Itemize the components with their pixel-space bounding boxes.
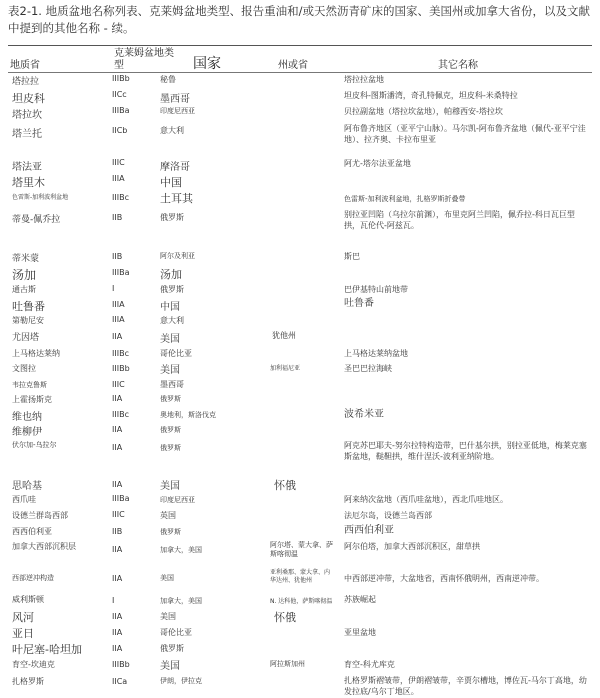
cell-country: 印度尼西亚 xyxy=(160,107,195,115)
table-row xyxy=(8,641,592,657)
table-row xyxy=(8,284,592,298)
cell-other: 色雷斯-加利波利盆地，扎格罗斯折叠带 xyxy=(344,195,466,203)
header-country: 国家 xyxy=(193,56,221,72)
cell-province: 设德兰群岛西部 xyxy=(12,511,68,520)
table-row xyxy=(8,406,592,422)
cell-other: 法厄尔岛，设德兰岛西部 xyxy=(344,511,432,520)
cell-klemme: IIIBc xyxy=(112,193,129,202)
cell-province: 色雷斯-加利波利盆地 xyxy=(12,194,69,201)
cell-country: 秘鲁 xyxy=(160,75,176,84)
cell-country: 俄罗斯 xyxy=(160,213,184,222)
cell-province: 西部逆冲构造 xyxy=(12,574,54,582)
cell-other: 西西伯利亚 xyxy=(344,525,394,536)
cell-other: 阿来纳次盆地（西爪哇盆地），西北爪哇地区。 xyxy=(344,495,508,504)
cell-state: N. 达科他，萨斯喀彻温 xyxy=(270,598,333,605)
cell-klemme: IIIC xyxy=(112,510,125,519)
cell-other: 中西部逆冲带，大盆地省，西南怀俄明州，西南逆冲带。 xyxy=(344,574,544,583)
cell-klemme: IIIA xyxy=(112,300,125,309)
cell-country: 墨西哥 xyxy=(160,94,190,105)
table-row xyxy=(8,625,592,641)
cell-klemme: IIIA xyxy=(112,315,125,324)
cell-klemme: IIIC xyxy=(112,158,125,167)
cell-country: 俄罗斯 xyxy=(160,444,181,452)
cell-klemme: IIIBa xyxy=(112,268,130,277)
cell-province: 西爪哇 xyxy=(12,495,36,504)
header-other: 其它名称 xyxy=(438,60,478,71)
cell-province: 汤加 xyxy=(12,268,37,282)
cell-province: 叶尼塞-哈坦加 xyxy=(12,643,82,656)
cell-klemme: IIIC xyxy=(112,380,125,389)
cell-other: 苏族崛起 xyxy=(344,595,376,604)
cell-country: 美国 xyxy=(160,574,174,582)
cell-country: 加拿大，美国 xyxy=(160,546,202,554)
cell-province: 塔拉拉 xyxy=(12,77,40,87)
table-row xyxy=(8,208,592,246)
table-row xyxy=(8,510,592,525)
cell-province: 上霍扬斯克 xyxy=(12,395,52,404)
cell-province: 思哈基 xyxy=(12,481,42,492)
cell-klemme: IIB xyxy=(112,213,123,222)
cell-klemme: IICc xyxy=(112,90,127,99)
cell-country: 意大利 xyxy=(160,316,184,325)
table-row xyxy=(8,315,592,329)
cell-klemme: IIA xyxy=(112,332,123,341)
cell-klemme: IIA xyxy=(112,644,123,653)
cell-country: 意大利 xyxy=(160,126,184,135)
cell-klemme: IIIBa xyxy=(112,494,130,503)
table-row xyxy=(8,189,592,207)
table-row xyxy=(8,361,592,377)
table-row xyxy=(8,330,592,346)
header-state: 州或省 xyxy=(278,60,308,71)
cell-other: 波希米亚 xyxy=(344,409,384,420)
cell-country: 奥地利，斯洛伐克 xyxy=(160,411,216,419)
cell-state: 加利福尼亚 xyxy=(270,365,301,372)
cell-country: 哥伦比亚 xyxy=(160,628,192,637)
cell-other: 育空-科尤库克 xyxy=(344,660,395,669)
cell-province: 西西伯利亚 xyxy=(12,527,52,536)
cell-province: 通古斯 xyxy=(12,285,36,294)
table-row xyxy=(8,378,592,392)
table-row xyxy=(8,298,592,315)
table-row xyxy=(8,266,592,282)
table-row xyxy=(8,90,592,105)
cell-province: 坦皮科 xyxy=(12,92,45,105)
cell-country: 俄罗斯 xyxy=(160,528,181,536)
cell-province: 文图拉 xyxy=(12,364,36,373)
cell-country: 摩洛哥 xyxy=(160,162,190,173)
header-province: 地质省 xyxy=(10,60,40,71)
cell-klemme: IIIBb xyxy=(112,660,130,669)
cell-klemme: IIIBa xyxy=(112,106,130,115)
cell-state: 阿拉斯加州 xyxy=(270,660,305,668)
cell-country: 俄罗斯 xyxy=(160,644,184,653)
cell-other: 阿布鲁齐地区（亚平宁山脉）。马尔凯-阿布鲁齐盆地（佩代-亚平宁洼地）、拉齐奥、卡拉布里亚 xyxy=(344,124,586,144)
cell-province: 伏尔加-乌拉尔 xyxy=(12,441,57,449)
cell-country: 英国 xyxy=(160,511,176,520)
cell-klemme: IIA xyxy=(112,545,123,554)
cell-province: 亚日 xyxy=(12,627,34,640)
table-row xyxy=(8,106,592,121)
cell-province: 扎格罗斯 xyxy=(12,677,44,686)
table-row xyxy=(8,437,592,475)
cell-province: 韦拉克鲁斯 xyxy=(12,381,47,389)
cell-klemme: IIA xyxy=(112,425,123,434)
table-caption: 表2-1. 地质盆地名称列表、克莱姆盆地类型、报告重油和/或天然沥青矿床的国家、美国州或加拿大省份，以及文献中提到的其他名称 - 续。 xyxy=(8,4,590,35)
cell-other: 别拉亚凹陷（乌拉尔前渊），布里克阿兰凹陷，佩乔拉-科日瓦巨型拱，瓦伦代-阿兹瓦。 xyxy=(344,210,575,230)
cell-klemme: IIB xyxy=(112,527,123,536)
cell-country: 美国 xyxy=(160,365,180,376)
cell-klemme: IIA xyxy=(112,628,123,637)
cell-country: 印度尼西亚 xyxy=(160,496,195,504)
header-klemme: 克莱姆盆地类型 xyxy=(114,48,174,71)
cell-other: 贝拉副盆地（塔拉坎盆地），帕穆西安-塔拉坎 xyxy=(344,107,503,116)
table-row xyxy=(8,122,592,156)
cell-klemme: IIA xyxy=(112,443,123,452)
cell-province: 威利斯顿 xyxy=(12,595,44,604)
cell-klemme: IIIA xyxy=(112,174,125,183)
table-header xyxy=(8,47,592,73)
cell-klemme: IIA xyxy=(112,574,123,583)
cell-country: 加拿大，美国 xyxy=(160,597,202,605)
cell-country: 美国 xyxy=(160,612,176,621)
table-row xyxy=(8,657,592,673)
cell-klemme: IIIBb xyxy=(112,74,130,83)
table-row xyxy=(8,525,592,541)
cell-other: 巴伊基特山前地带 xyxy=(344,285,408,294)
cell-country: 土耳其 xyxy=(160,192,193,205)
cell-klemme: IIA xyxy=(112,612,123,621)
cell-province: 塔法亚 xyxy=(12,162,42,173)
cell-province: 塔里木 xyxy=(12,176,45,189)
cell-klemme: I xyxy=(112,596,115,605)
cell-klemme: I xyxy=(112,284,115,293)
cell-klemme: IIA xyxy=(112,480,123,489)
table-row xyxy=(8,569,592,591)
table-row xyxy=(8,494,592,509)
cell-country: 美国 xyxy=(160,661,180,672)
cell-state: 怀俄 xyxy=(274,611,296,624)
cell-country: 汤加 xyxy=(160,268,182,281)
cell-country: 阿尔及利亚 xyxy=(160,252,195,260)
cell-klemme: IIA xyxy=(112,394,123,403)
cell-other: 吐鲁番 xyxy=(344,298,374,309)
table-row xyxy=(8,74,592,89)
table-row xyxy=(8,346,592,361)
cell-country: 美国 xyxy=(160,481,180,492)
cell-province: 维柳伊 xyxy=(12,427,42,438)
cell-klemme: IIIBc xyxy=(112,410,129,419)
cell-other: 亚里盆地 xyxy=(344,628,376,637)
cell-country: 俄罗斯 xyxy=(160,395,181,403)
cell-country: 墨西哥 xyxy=(160,380,184,389)
cell-other: 扎格罗斯褶皱带，伊朗褶皱带，辛贾尔槽地，博佐瓦-马尔丁高地，幼发拉底/乌尔丁地区。 xyxy=(344,676,587,696)
cell-other: 阿尤-塔尔法亚盆地 xyxy=(344,159,411,168)
cell-province: 维也纳 xyxy=(12,412,42,423)
cell-province: 塔兰托 xyxy=(12,129,42,140)
cell-province: 加拿大西部沉积层 xyxy=(12,542,76,551)
table-row xyxy=(8,674,592,698)
cell-klemme: IICa xyxy=(112,677,128,686)
cell-state: 犹他州 xyxy=(272,331,296,340)
table-row xyxy=(8,541,592,565)
cell-country: 中国 xyxy=(160,302,180,313)
cell-country: 美国 xyxy=(160,334,180,345)
table-top-rule xyxy=(8,45,592,46)
cell-state: 阿尔塔、蒙大拿、萨斯喀彻温 xyxy=(270,541,333,558)
cell-other: 塔拉拉盆地 xyxy=(344,75,384,84)
cell-country: 俄罗斯 xyxy=(160,285,184,294)
cell-province: 尤因塔 xyxy=(12,333,40,343)
cell-province: 蒂曼-佩乔拉 xyxy=(12,215,61,225)
cell-klemme: IIIBb xyxy=(112,364,130,373)
cell-country: 伊朗，伊拉克 xyxy=(160,677,202,685)
cell-other: 斯巴 xyxy=(344,252,360,261)
table-row xyxy=(8,423,592,437)
cell-state: 怀俄 xyxy=(274,479,296,492)
cell-country: 哥伦比亚 xyxy=(160,349,192,358)
header-rule xyxy=(8,72,592,73)
cell-other: 阿克苏巴耶夫-努尔拉特构造带，巴什基尔拱，别拉亚低地，梅莱克塞斯盆地，鞑靼拱，维什涅沃-波利亚纳阶地。 xyxy=(344,441,587,461)
cell-other: 阿尔伯塔，加拿大西部沉积区，甜草拱 xyxy=(344,542,480,551)
table-row xyxy=(8,594,592,608)
table-row xyxy=(8,174,592,189)
cell-other: 圣巴巴拉海峡 xyxy=(344,364,392,373)
cell-province: 第勒尼安 xyxy=(12,316,44,325)
cell-province: 吐鲁番 xyxy=(12,300,45,313)
cell-province: 育空-坎迪克 xyxy=(12,660,55,669)
cell-province: 上马格达莱纳 xyxy=(12,349,60,358)
cell-province: 风河 xyxy=(12,611,34,624)
cell-country: 中国 xyxy=(160,176,182,189)
cell-other: 坦皮科-图斯潘湾，奇孔特佩克，坦皮科-米桑特拉 xyxy=(344,91,518,100)
table-row xyxy=(8,477,592,493)
cell-klemme: IIIBc xyxy=(112,349,129,358)
table-row xyxy=(8,158,592,174)
table-row xyxy=(8,609,592,625)
cell-country: 俄罗斯 xyxy=(160,426,181,434)
table-row xyxy=(8,248,592,266)
cell-province: 蒂米蒙 xyxy=(12,254,40,264)
table-row xyxy=(8,392,592,406)
cell-klemme: IICb xyxy=(112,126,128,135)
cell-state: 亚利桑那、蒙大拿、内华达州、犹他州 xyxy=(270,569,331,584)
cell-other: 上马格达莱纳盆地 xyxy=(344,349,408,358)
cell-province: 塔拉坎 xyxy=(12,110,42,121)
cell-klemme: IIB xyxy=(112,252,123,261)
